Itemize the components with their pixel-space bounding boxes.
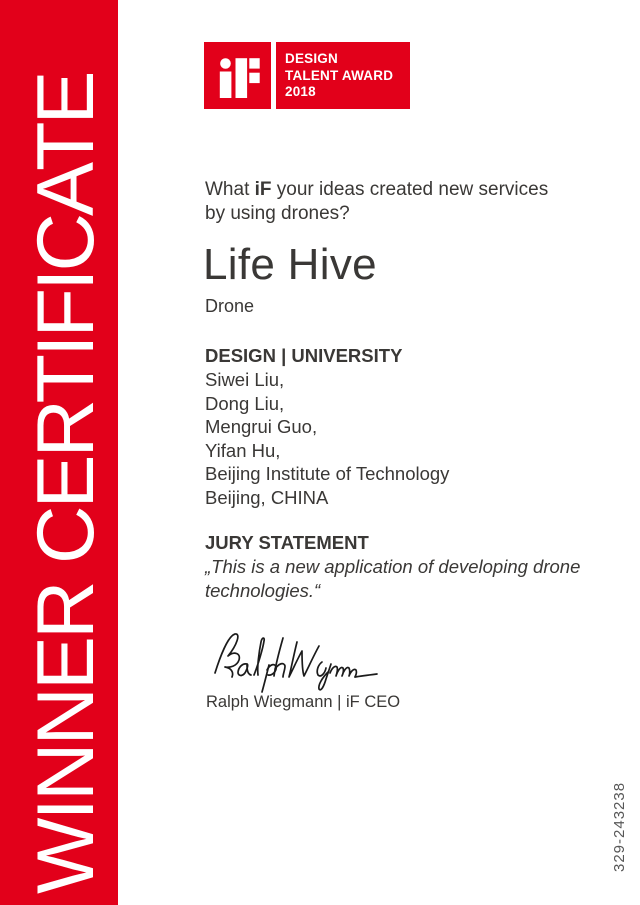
signatory-name-title: Ralph Wiegmann | iF CEO (206, 693, 401, 711)
intro-line1-post: your ideas created new services (271, 179, 549, 200)
jury-statement-quote (205, 555, 580, 602)
award-badge (276, 42, 410, 109)
if-logo-icon (204, 42, 271, 109)
award-badge-line3: 2018 (285, 84, 316, 100)
certificate-id: 329-243238 (611, 781, 628, 872)
intro-line1-brand: iF (254, 179, 272, 200)
jury-statement-header: JURY STATEMENT (205, 532, 369, 553)
intro-question (205, 178, 548, 225)
credits-list (205, 368, 449, 509)
category-header: DESIGN | UNIVERSITY (205, 345, 403, 366)
ralph-wiegmann-signature (206, 626, 388, 701)
jury-quote-line1: „This is a new application of developing drone (205, 556, 581, 577)
intro-line2: by using drones? (205, 202, 350, 224)
winner-banner-text: WINNER CERTIFICATE (21, 73, 111, 894)
award-badge-line1: DESIGN (285, 51, 338, 66)
credit-line: Siwei Liu, (205, 369, 285, 390)
signature-scrawl-icon (206, 626, 388, 696)
credit-line: Beijing Institute of Technology (205, 463, 450, 484)
intro-line1 (205, 178, 548, 202)
winner-banner (0, 0, 118, 905)
award-badge-line2: TALENT AWARD (285, 67, 394, 83)
if-logo-glyph (204, 42, 271, 109)
credit-line: Beijing, CHINA (205, 486, 329, 508)
credit-line: Dong Liu, (205, 392, 285, 414)
intro-line1-pre: What (205, 179, 255, 200)
entry-title: Life Hive (203, 240, 377, 289)
credit-line: Yifan Hu, (205, 439, 281, 461)
entry-subtitle: Drone (205, 296, 255, 316)
credit-line: Mengrui Guo, (205, 416, 318, 437)
jury-quote-line2: technologies.“ (205, 579, 321, 601)
header-logo-row (204, 42, 410, 109)
